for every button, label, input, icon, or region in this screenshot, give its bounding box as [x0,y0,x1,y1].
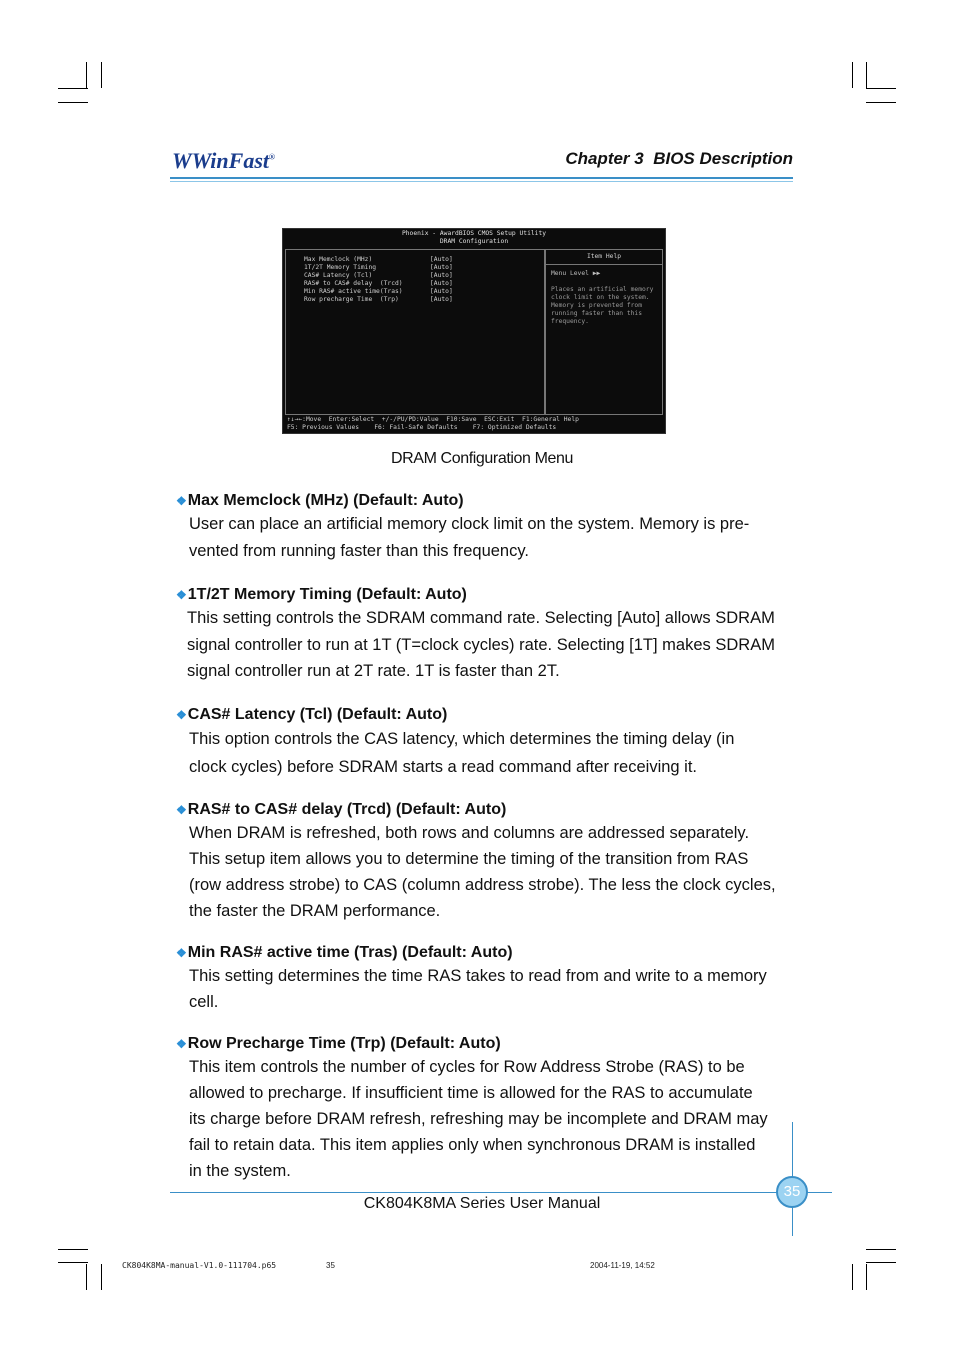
section-body [176,511,797,564]
bios-row [304,272,544,280]
section-body [176,725,797,781]
logo-mark: W [172,148,192,173]
section-body [176,605,795,685]
section-title: Row Precharge Time (Trp) (Default: Auto) [187,1035,501,1052]
body-line: in the system. [189,1162,291,1180]
crop-mark [866,1264,867,1290]
bios-row [304,264,544,272]
bios-row-label: Min RAS# active time(Tras) [304,288,403,295]
bios-row-value: [Auto] [430,272,453,279]
section-title: 1T/2T Memory Timing (Default: Auto) [187,586,467,603]
section-ras-to-cas [176,800,806,924]
body-line: When DRAM is refreshed, both rows and columns are addressed separately. [189,824,750,842]
bios-row-label: Row precharge Time (Trp) [304,296,399,303]
bios-help-panel [545,249,663,415]
section-heading [176,800,806,820]
diamond-bullet-icon: ❖ [176,946,187,960]
page-number-badge: 35 [776,1176,808,1208]
body-line: fail to retain data. This item applies only when synchronous DRAM is installed [189,1136,756,1154]
crop-mark [852,1264,853,1290]
crop-mark [101,62,102,88]
bios-row-label: 1T/2T Memory Timing [304,264,377,271]
footer-rule [170,1192,832,1193]
diamond-bullet-icon: ❖ [176,708,187,722]
bios-help-title: Item Help [546,250,662,265]
section-body [176,963,797,1015]
header-rule [170,177,793,179]
bios-row-value: [Auto] [430,280,453,287]
section-body [176,1054,797,1184]
section-title: Max Memclock (MHz) (Default: Auto) [187,492,464,509]
crop-mark [58,1262,88,1263]
crop-mark [866,1262,896,1263]
print-slug-page: 35 [326,1261,335,1270]
crop-mark [866,88,896,89]
crop-mark [866,102,896,103]
section-memory-timing [176,585,806,685]
section-title: CAS# Latency (Tcl) (Default: Auto) [187,706,448,723]
diamond-bullet-icon: ❖ [176,1037,187,1051]
body-line: its charge before DRAM refresh, refreshing may be incomplete and DRAM may [189,1110,768,1128]
section-heading [176,1034,806,1054]
body-line: allowed to precharge. If insufficient time is allowed for the RAS to accumulate [189,1084,753,1102]
bios-row [304,256,544,264]
bios-row [304,280,544,288]
body-line: vented from running faster than this frequency. [189,541,529,560]
body-line: This setting controls the SDRAM command rate. Selecting [Auto] allows SDRAM [187,609,775,627]
body-line: User can place an artificial memory clock limit on the system. Memory is pre- [189,515,750,533]
crop-mark [58,88,88,89]
bios-row-label: RAS# to CAS# delay (Trcd) [304,280,403,287]
logo-text: WinFast [191,148,270,173]
bios-title: Phoenix - AwardBIOS CMOS Setup Utility [401,230,547,237]
bios-row-label: Max Memclock (MHz) [304,256,373,263]
section-heading [176,585,806,605]
body-line: signal controller to run at 1T (T=clock cycles) rate. Selecting [1T] makes SDRAM [187,635,775,654]
section-row-precharge [176,1034,806,1184]
body-line: This option controls the CAS latency, which determines the timing delay (in [189,730,735,748]
body-line: This setting determines the time RAS takes to read from and write to a memory [189,967,767,985]
section-min-ras-active [176,943,806,1015]
crop-mark [866,1249,896,1250]
bios-row-value: [Auto] [430,296,453,303]
section-cas-latency [176,705,806,781]
body-line: clock cycles) before SDRAM starts a read command after receiving it. [189,758,698,776]
body-line: (row address strobe) to CAS (column address strobe). The less the clock cycles, [189,876,776,894]
section-title: Min RAS# active time (Tras) (Default: Auto) [187,944,513,961]
chapter-number: Chapter 3 [565,149,644,168]
section-heading [176,491,806,511]
bios-menu-level: Menu Level ▶▶ [551,270,601,277]
header-rule-thin [170,181,793,182]
bios-main-panel [285,249,545,415]
crop-mark [58,102,88,103]
logo-registered: ® [269,152,275,162]
section-heading [176,705,806,725]
bios-subtitle: DRAM Configuration [439,238,509,245]
bios-footer-defaults: F5: Previous Values F6: Fail-Safe Defaults F7: Optimized Defaults [287,424,557,431]
bios-header [283,229,665,247]
figure-caption: DRAM Configuration Menu [391,450,573,467]
bios-footer-divider [285,414,661,415]
crop-mark [58,1249,88,1250]
manual-title: CK804K8MA Series User Manual [363,1195,601,1212]
bios-row-value: [Auto] [430,264,453,271]
body-line: signal controller run at 2T rate. 1T is faster than 2T. [187,662,560,680]
bios-row-label: CAS# Latency (Tcl) [304,272,373,279]
body-line: cell. [189,993,219,1011]
body-line: This item controls the number of cycles for Row Address Strobe (RAS) to be [189,1058,745,1076]
body-line: This setup item allows you to determine the timing of the transition from RAS [189,850,749,868]
bios-help-text: Places an artificial memory clock limit on the system. Memory is prevented from running faster than this frequency. [551,286,654,325]
bios-row-value: [Auto] [430,288,453,295]
section-body [176,820,797,924]
bios-row-value: [Auto] [430,256,453,263]
bios-footer-keys: ↑↓→←:Move Enter:Select +/-/PU/PD:Value F10:Save ESC:Exit F1:General Help [287,416,579,423]
section-title: RAS# to CAS# delay (Trcd) (Default: Auto) [187,801,507,818]
diamond-bullet-icon: ❖ [176,588,187,602]
print-slug-date: 2004-11-19, 14:52 [590,1261,655,1270]
crop-mark [86,1264,87,1290]
winfast-logo [172,148,275,174]
crop-mark [101,1264,102,1290]
chapter-heading [460,149,793,169]
crop-mark [852,62,853,88]
section-heading [176,943,806,963]
chapter-title: BIOS Description [653,149,793,168]
print-slug-file: CK804K8MA-manual-V1.0-111704.p65 [122,1261,277,1270]
section-max-memclock [176,491,806,564]
diamond-bullet-icon: ❖ [176,494,187,508]
bios-screenshot [282,228,666,434]
diamond-bullet-icon: ❖ [176,803,187,817]
bios-row [304,288,544,296]
crop-mark [866,62,867,88]
bios-row [304,296,544,304]
body-line: the faster the DRAM performance. [189,902,441,920]
crop-mark [86,62,87,88]
